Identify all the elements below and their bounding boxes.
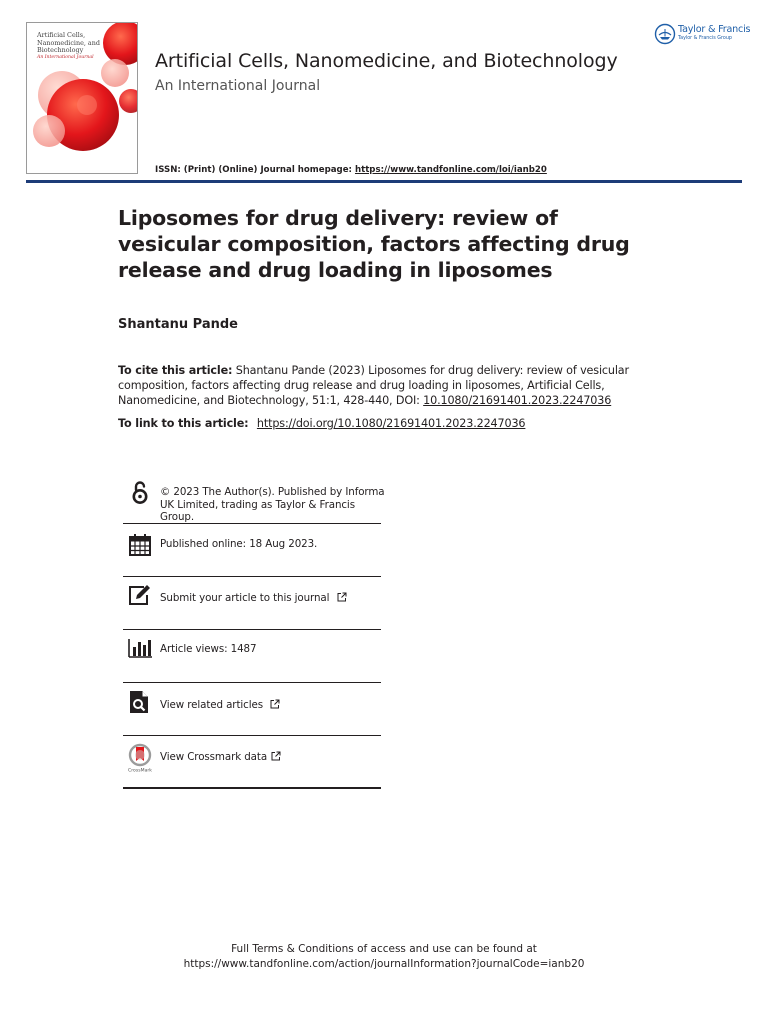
open-access-icon: [127, 480, 153, 506]
related-articles-link[interactable]: [123, 683, 381, 735]
crossmark-icon: [127, 743, 153, 773]
external-link-icon: [270, 699, 280, 709]
published-row: [123, 524, 381, 576]
related-articles-item: [160, 699, 280, 712]
issn-label: ISSN: (Print) (Online) Journal homepage:: [155, 165, 352, 175]
edit-icon: [127, 583, 153, 609]
article-title: Liposomes for drug delivery: review of vesicular composition, factors affecting drug release and drug loading in liposomes: [118, 206, 630, 282]
header-rule: [26, 180, 742, 183]
citation: [118, 363, 648, 408]
article-views-text: Article views: 1487: [160, 643, 257, 655]
crossmark-text: View Crossmark data: [160, 751, 268, 763]
open-access-line-3: Group.: [160, 511, 195, 524]
submit-article-item: [160, 592, 347, 605]
link-label: To link to this article:: [118, 417, 249, 430]
footer-line-1: Full Terms & Conditions of access and use can be found at: [231, 943, 537, 955]
footer-terms: [0, 942, 768, 972]
cover-subtitle: An International Journal: [37, 54, 94, 60]
journal-title: Artificial Cells, Nanomedicine, and Biotechnology: [155, 50, 618, 72]
crossmark-icon-label: CrossMark: [128, 768, 152, 773]
open-access-line-2: UK Limited, trading as Taylor & Francis: [160, 498, 355, 511]
publisher-group: Taylor & Francis Group: [678, 36, 732, 41]
open-access-line-1: © 2023 The Author(s). Published by Informa: [160, 486, 385, 498]
submit-article-text: Submit your article to this journal: [160, 592, 330, 604]
related-articles-text: View related articles: [160, 699, 263, 711]
article-views-row: [123, 630, 381, 682]
document-search-icon: [127, 689, 153, 715]
article-doi-link[interactable]: https://doi.org/10.1080/21691401.2023.2247036: [256, 417, 526, 430]
taylor-francis-logo-icon: [654, 23, 676, 45]
journal-subtitle: An International Journal: [155, 78, 321, 94]
calendar-icon: [127, 532, 153, 558]
bar-chart-icon: [127, 636, 153, 662]
external-link-icon: [337, 592, 347, 602]
external-link-icon: [271, 751, 281, 761]
footer-terms-link[interactable]: https://www.tandfonline.com/action/journalInformation?journalCode=ianb20: [183, 958, 585, 970]
cite-label: To cite this article:: [118, 364, 233, 377]
cite-doi-link[interactable]: 10.1080/21691401.2023.2247036: [423, 394, 612, 407]
open-access-text: [160, 486, 385, 524]
divider: [123, 787, 381, 789]
article-author: Shantanu Pande: [118, 317, 238, 332]
crossmark-link[interactable]: [123, 736, 381, 788]
crossmark-item: [160, 751, 281, 764]
article-link-line: [118, 417, 525, 430]
published-text: Published online: 18 Aug 2023.: [160, 538, 318, 550]
journal-homepage-link[interactable]: https://www.tandfonline.com/loi/ianb20: [354, 165, 547, 175]
submit-article-link[interactable]: [123, 577, 381, 629]
cover-title: Artificial Cells, Nanomedicine, and Biotechnology An International Journal: [37, 32, 103, 61]
cite-text: Shantanu Pande (2023) Liposomes for drug delivery: review of vesicular composition, factors affecting drug release and drug loading in liposomes, Artificial Cells, Nanomedicine, and Biotechnology, 51:1, 428-440, DOI:: [118, 364, 629, 407]
journal-cover: [26, 22, 138, 174]
open-access-row: [123, 478, 385, 524]
issn-line: [155, 165, 547, 175]
taylor-francis-logo[interactable]: [654, 22, 751, 48]
publisher-name: Taylor & Francis: [678, 24, 751, 35]
